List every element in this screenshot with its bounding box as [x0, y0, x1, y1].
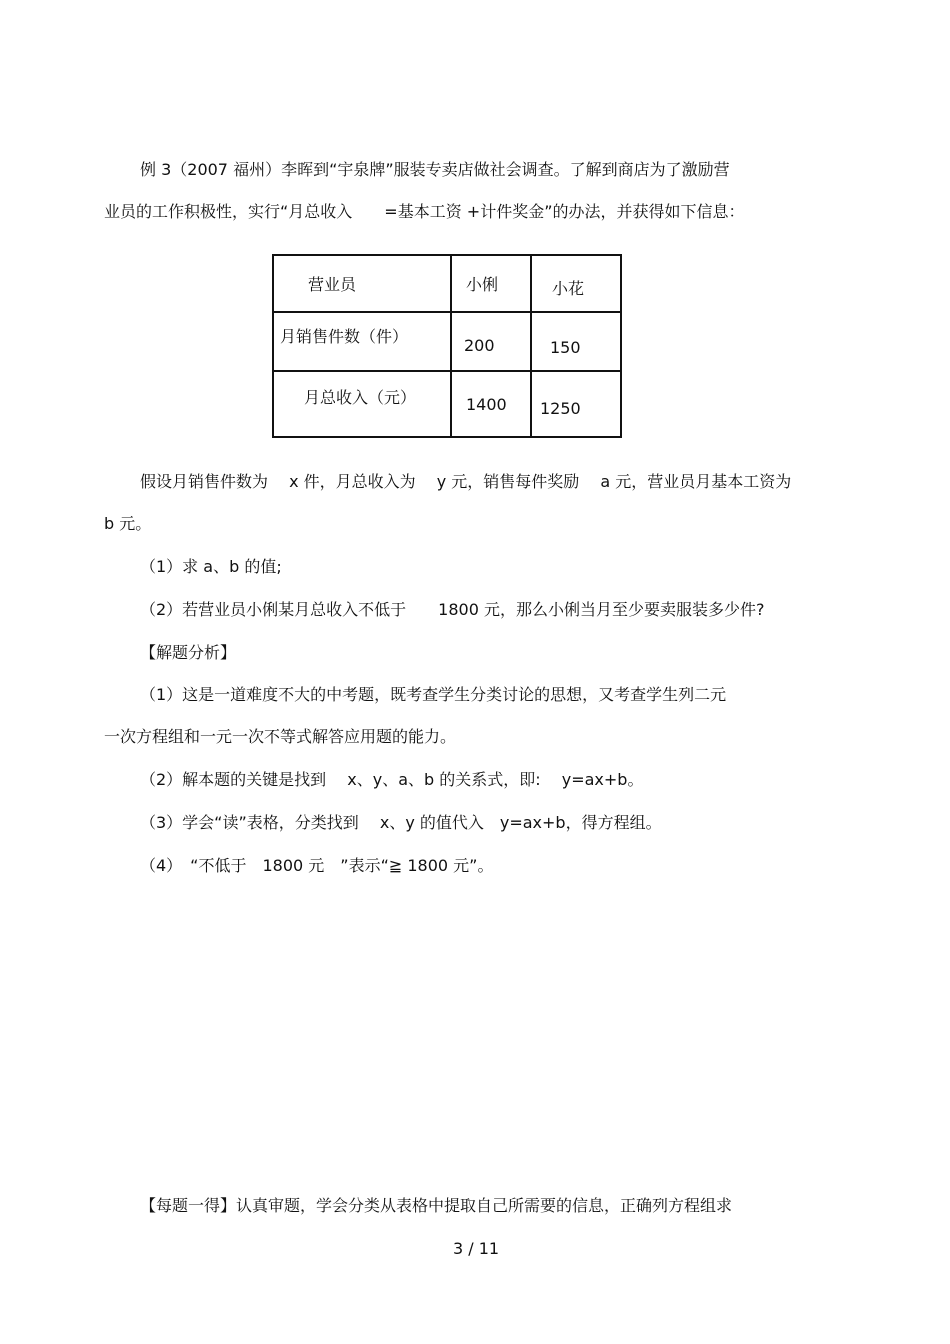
info-table	[272, 254, 622, 438]
assumption-line-1: 假设月销售件数为 x 件，月总收入为 y 元，销售每件奖励 a 元，营业员月基本工资为	[140, 472, 792, 491]
header-cell-xiaoli: 小俐	[451, 255, 531, 312]
analysis-point-3: （3）学会“读”表格，分类找到 x、y 的值代入 y=ax+b，得方程组。	[140, 813, 662, 832]
cell-xiaoli-income: 1400	[451, 371, 531, 437]
analysis-point-4: （4） “不低于 1800 元 ”表示“≧ 1800 元”。	[140, 856, 494, 875]
cell-xiaohua-income: 1250	[531, 371, 621, 437]
header-cell-role: 营业员	[273, 255, 451, 312]
row-label-sales: 月销售件数（件）	[273, 312, 451, 371]
table-row	[273, 371, 621, 437]
tip-line: 【每题一得】认真审题，学会分类从表格中提取自己所需要的信息，正确列方程组求	[140, 1196, 733, 1215]
table-header-row	[273, 255, 621, 312]
table-row	[273, 312, 621, 371]
analysis-heading: 【解题分析】	[140, 643, 237, 662]
cell-xiaohua-sales: 150	[531, 312, 621, 371]
intro-line-1: 例 3（2007 福州）李晖到“宇泉牌”服装专卖店做社会调查。了解到商店为了激励营	[140, 160, 730, 179]
row-label-income: 月总收入（元）	[273, 371, 451, 437]
analysis-point-1-line-2: 一次方程组和一元一次不等式解答应用题的能力。	[104, 727, 457, 746]
intro-line-2: 业员的工作积极性，实行“月总收入 =基本工资 +计件奖金”的办法，并获得如下信息：	[104, 202, 745, 221]
page-number: 3 / 11	[453, 1239, 500, 1258]
header-cell-xiaohua: 小花	[531, 255, 621, 312]
analysis-point-1-line-1: （1）这是一道难度不大的中考题，既考查学生分类讨论的思想，又考查学生列二元	[140, 685, 727, 704]
cell-xiaoli-sales: 200	[451, 312, 531, 371]
analysis-point-2: （2）解本题的关键是找到 x、y、a、b 的关系式，即: y=ax+b。	[140, 770, 644, 789]
question-2: （2）若营业员小俐某月总收入不低于 1800 元，那么小俐当月至少要卖服装多少件?	[140, 600, 765, 619]
question-1: （1）求 a、b 的值;	[140, 557, 282, 576]
assumption-line-2: b 元。	[104, 514, 152, 533]
